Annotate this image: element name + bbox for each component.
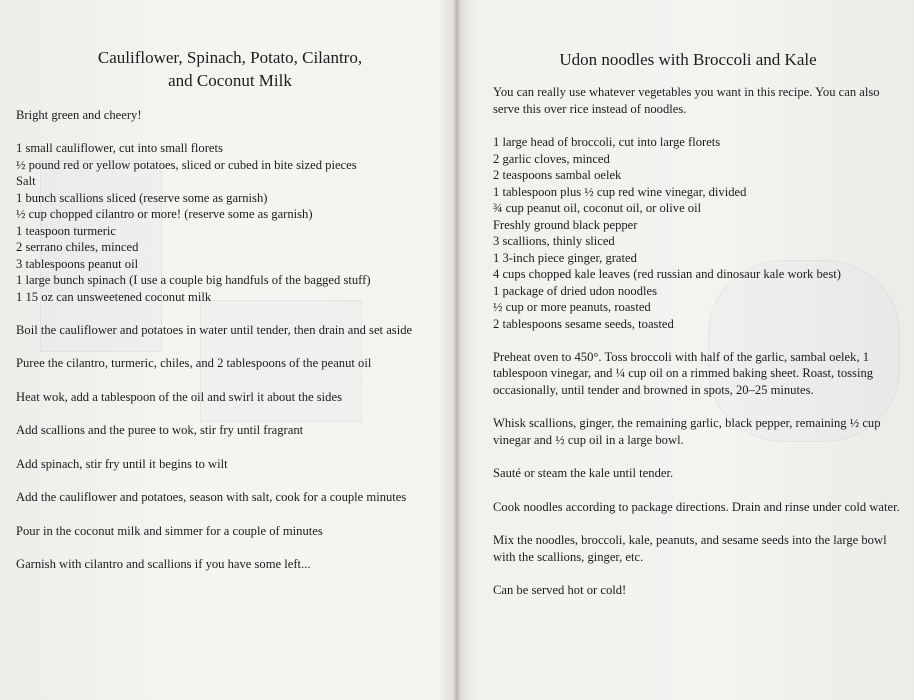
ingredient-item: 2 serrano chiles, minced xyxy=(16,240,139,254)
ingredient-item: ¾ cup peanut oil, coconut oil, or olive oil xyxy=(493,201,702,215)
ingredient-item: 1 teaspoon turmeric xyxy=(16,223,117,238)
step-item: Add scallions and the puree to wok, stir fry until fragrant xyxy=(16,423,304,437)
ingredient-item: Salt xyxy=(16,174,36,188)
ingredient-item: ½ cup chopped cilantro or more! (reserve some as garnish) xyxy=(16,207,313,221)
ingredient-item: 2 tablespoons sesame seeds, toasted xyxy=(493,316,674,331)
step-item: Pour in the coconut milk and simmer for a couple of minutes xyxy=(16,523,323,538)
step-item: Can be served hot or cold! xyxy=(493,583,627,597)
step-item: Mix the noodles, broccoli, kale, peanuts, and sesame seeds into the large bowl with the scallions, ginger, etc. xyxy=(493,533,887,564)
ingredient-list xyxy=(493,134,903,332)
step-item: Sauté or steam the kale until tender. xyxy=(493,466,674,480)
ingredient-item: 1 tablespoon plus ½ cup red wine vinegar, divided xyxy=(493,184,747,199)
step-item: Add spinach, stir fry until it begins to wilt xyxy=(16,456,228,471)
ingredient-item: 3 tablespoons peanut oil xyxy=(16,256,139,271)
ingredient-item: 1 package of dried udon noodles xyxy=(493,283,658,298)
ingredient-item: ½ cup or more peanuts, roasted xyxy=(493,300,651,314)
recipe-body xyxy=(16,107,416,590)
step-item: Whisk scallions, ginger, the remaining garlic, black pepper, remaining ½ cup vinegar and ½ cup oil in a large bowl. xyxy=(493,416,881,447)
ingredient-item: 1 small cauliflower, cut into small florets xyxy=(16,141,223,155)
recipe-title-line: and Coconut Milk xyxy=(168,71,292,90)
ingredient-item: 2 teaspoons sambal oelek xyxy=(493,168,622,182)
step-item: Preheat oven to 450°. Toss broccoli with half of the garlic, sambal oelek, 1 tablespoon vinegar, and ¼ cup oil on a rimmed baking sheet. Roast, tossing occasionally, until tender and browned in spots, 20–25 minutes. xyxy=(493,349,874,397)
step-list xyxy=(493,349,903,599)
ingredient-item: 1 large bunch spinach (I use a couple big handfuls of the bagged stuff) xyxy=(16,273,371,287)
ingredient-item: 3 scallions, thinly sliced xyxy=(493,234,615,248)
recipe-title-line: Cauliflower, Spinach, Potato, Cilantro, xyxy=(97,48,363,67)
recipe-title xyxy=(40,46,420,92)
left-page xyxy=(0,0,456,700)
ingredient-item: ½ pound red or yellow potatoes, sliced or cubed in bite sized pieces xyxy=(16,157,357,172)
step-item: Add the cauliflower and potatoes, season with salt, cook for a couple minutes xyxy=(16,490,407,504)
recipe-intro: You can really use whatever vegetables you want in this recipe. You can also serve this over rice instead of noodles. xyxy=(493,85,880,116)
ingredient-item: 2 garlic cloves, minced xyxy=(493,151,610,166)
recipe-intro: Bright green and cheery! xyxy=(16,108,142,122)
step-list xyxy=(16,322,416,573)
step-item: Heat wok, add a tablespoon of the oil and swirl it about the sides xyxy=(16,389,342,404)
ingredient-item: 1 large head of broccoli, cut into large florets xyxy=(493,135,721,149)
recipe-body xyxy=(493,84,903,616)
step-item: Boil the cauliflower and potatoes in water until tender, then drain and set aside xyxy=(16,322,413,337)
recipe-title: Udon noodles with Broccoli and Kale xyxy=(559,50,817,69)
right-page xyxy=(458,0,914,700)
step-item: Garnish with cilantro and scallions if you have some left... xyxy=(16,557,311,571)
ingredient-item: 1 bunch scallions sliced (reserve some as garnish) xyxy=(16,190,268,205)
ingredient-item: 1 3-inch piece ginger, grated xyxy=(493,250,637,265)
step-item: Puree the cilantro, turmeric, chiles, and 2 tablespoons of the peanut oil xyxy=(16,356,372,370)
ingredient-item: 1 15 oz can unsweetened coconut milk xyxy=(16,289,212,304)
ingredient-list xyxy=(16,140,416,305)
ingredient-item: Freshly ground black pepper xyxy=(493,217,638,232)
ingredient-item: 4 cups chopped kale leaves (red russian and dinosaur kale work best) xyxy=(493,267,841,281)
step-item: Cook noodles according to package directions. Drain and rinse under cold water. xyxy=(493,499,900,514)
